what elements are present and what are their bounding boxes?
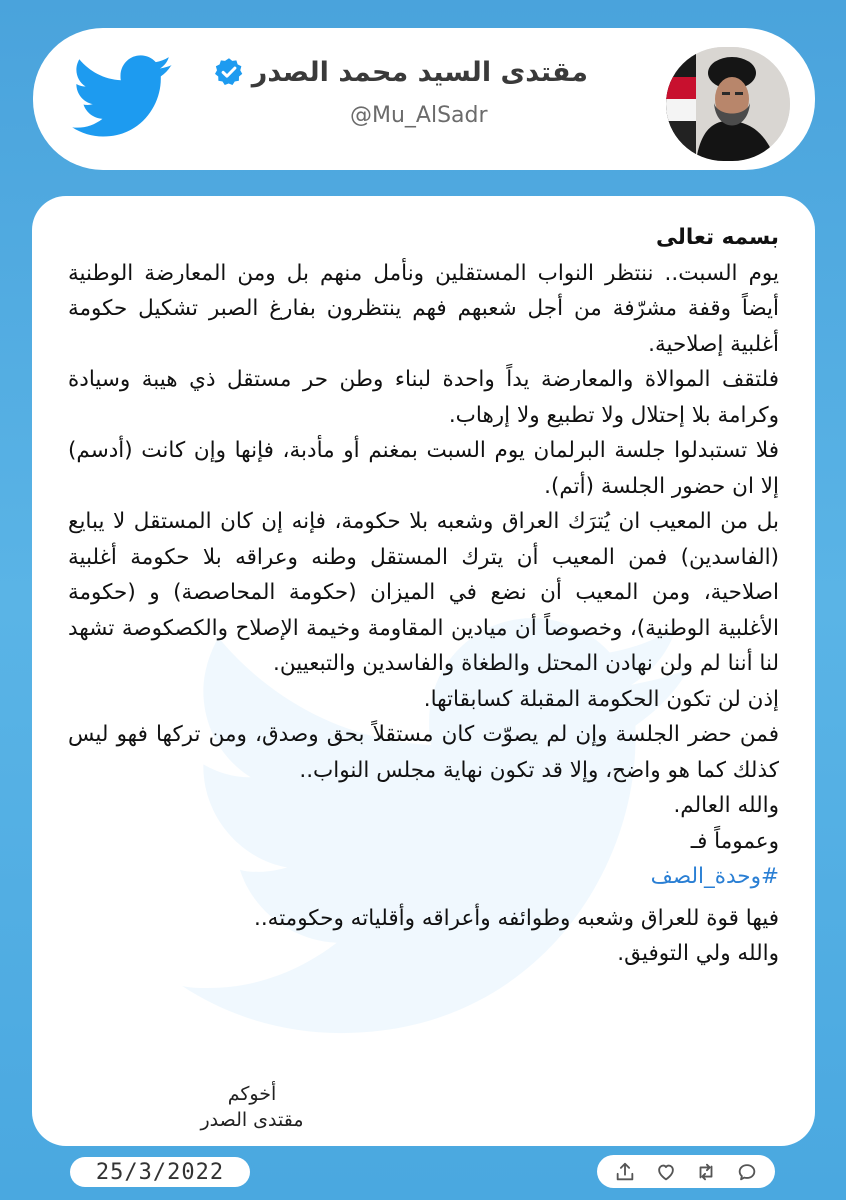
display-name-row (214, 52, 588, 92)
retweet-icon[interactable] (695, 1161, 717, 1183)
verified-badge-icon (214, 57, 244, 87)
tweet-paragraph: إذن لن تكون الحكومة المقبلة كسابقاتها. (423, 686, 779, 712)
tweet-closing-line: والله ولي التوفيق. (617, 941, 779, 966)
share-icon[interactable] (614, 1161, 636, 1183)
like-icon[interactable] (655, 1161, 677, 1183)
tweet-text (68, 220, 779, 972)
tweet-paragraph: وعموماً فـ (690, 828, 779, 854)
tweet-actions-bar (597, 1155, 775, 1188)
twitter-bird-icon (72, 55, 174, 139)
tweet-paragraph: يوم السبت.. ننتظر النواب المستقلين ونأمل منهم بل ومن المعارضة الوطنية أيضاً وقفة مشرّفة من أجل شعبهم فهم ينتظرون بفارغ الصبر تشكيل حكومة أغلبية إصلاحية. (68, 260, 779, 357)
user-handle[interactable]: @Mu_AlSadr (350, 103, 488, 128)
tweet-paragraph: فمن حضر الجلسة وإن لم يصوّت كان مستقلاً بحق وصدق، ومن تركها فهو ليس كذلك كما هو واضح، وإلا قد تكون نهاية مجلس النواب.. (68, 722, 779, 783)
tweet-paragraph: فلتقف الموالاة والمعارضة يداً واحدة لبناء وطن حر مستقل ذي هيبة وسيادة وكرامة بلا إحتلال ولا تطبيع ولا إرهاب. (68, 367, 779, 428)
tweet-date: 25/3/2022 (70, 1157, 250, 1187)
tweet-paragraph: بل من المعيب ان يُترَك العراق وشعبه بلا حكومة، فإنه إن كان المستقل لا يبايع (الفاسدين) فمن المعيب أن يترك المستقل وطنه وعراقه بلا حكومة أغلبية اصلاحية، ومن المعيب أن نضع في الميزان (حكومة المحاصصة) و (حكومة الأغلبية الوطنية)، وخصوصاً أن ميادين المقاومة وخيمة الإصلاح والكصكوصة تشهد لنا أننا لم ولن نهادن المحتل والطغاة والفاسدين والتبعيين. (68, 509, 779, 676)
hashtag-link[interactable]: #وحدة_الصف (650, 864, 779, 889)
profile-photo (666, 47, 790, 161)
tweet-paragraph: فلا تستبدلوا جلسة البرلمان يوم السبت بمغنم أو مأدبة، فإنها وإن كانت (أدسم) إلا ان حضور الجلسة (أتم). (68, 438, 779, 499)
signature (152, 1081, 352, 1133)
signature-name: مقتدى الصدر (200, 1109, 304, 1131)
tweet-closing-line: فيها قوة للعراق وشعبه وطوائفه وأعراقه وأقلياته وحكومته.. (254, 905, 779, 931)
tweet-body-card (32, 196, 815, 1146)
signature-line: أخوكم (227, 1083, 277, 1105)
tweet-title: بسمه تعالى (656, 225, 779, 250)
tweet-paragraph: والله العالم. (673, 793, 779, 818)
reply-icon[interactable] (736, 1161, 758, 1183)
avatar[interactable] (666, 47, 790, 161)
display-name[interactable]: مقتدى السيد محمد الصدر (251, 56, 588, 88)
